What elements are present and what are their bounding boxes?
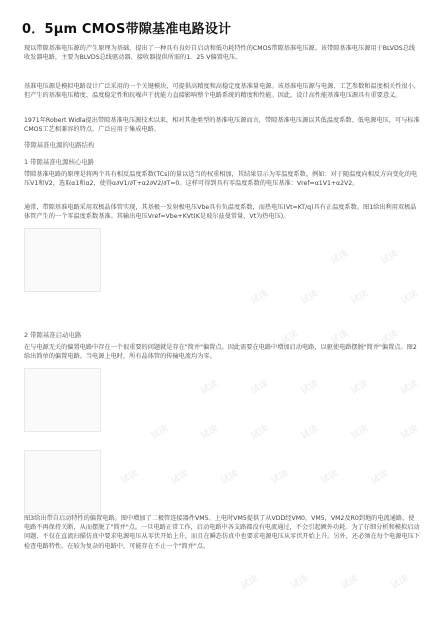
watermark-text: 试读 (379, 248, 401, 267)
watermark-text: 试读 (299, 423, 321, 442)
figure-1-placeholder (24, 228, 101, 292)
watermark-text: 试读 (279, 328, 301, 347)
paragraph-startup-circuit: 图3给出带自启动特性的偏置电路。图中增加了二极管连接器件VM5。上电时VM5提供了从VDD经VM0，VM5，VM2及R0到地的电流通路，使电路不再保持关断，从而摆脱了"简并"点。一旦电路正常工作，启动电路中各支路都没有电流通过，不会引起额外功耗。为了仔细分析和模拟启动问题，不仅在直流扫描仿真中要求电源电压从零伏开始上升，而且在瞬态仿真中也要求电源电压从零伏开始上升。另外，还必须在每个电源电压下检查电路特性。在较为复杂的电路中，可能存在不止一个"简并"点。 (24, 515, 420, 550)
watermark-text: 试读 (299, 378, 321, 397)
paragraph-bjt: 通常，带隙基准电路采用双极晶体管实现，其基极一发射极电压Vbe具有负温度系数，而热电压(Vt=KT/q)具有正温度系数。图1给出利用双极晶体管产生的一个零温度系数基准。其输出电压Vref=Vbe+KVt(K是玻尔兹曼常量，Vt为热电压)。 (24, 204, 417, 221)
paragraph-degenerate-bias: 在与电源无关的偏置电路中存在一个很重要的问题就是存在"简并"偏置点。因此需要在电路中增加启动电路，以驱使电路摆脱"简并"偏置点。图2给出简单的偏置电路。当电源上电时，所有晶体管的传输电流均为零。 (24, 344, 417, 361)
paragraph-intro: 现以带隙基准电压源的产生原理为基础，提出了一种具有良好自启动和低功耗特性的CMOS带隙基准电压源。该带隙基准电压源用于BLVDS总线收发器电路，主要为BLVDS总线驱动器、接收器提供所需的1．25 V偏置电压。 (24, 45, 416, 62)
paragraph-background: 基准电压源是模拟电路设计广泛采用的一个关键模块，可提供高精度和高稳定度基准量电源。该基准电压源与电源、工艺参数和温度相关性很小，但产生的基准电压精度、温度稳定性和抗噪声干扰能力直接影响整个电路系统的精度和性能。因此，设计高性能基准电压源具有重要意义。 (24, 83, 420, 100)
watermark-text: 试读 (249, 423, 271, 442)
watermark-text: 试读 (299, 288, 321, 307)
section-heading-startup: 2 带隙基准启动电路 (24, 331, 82, 339)
section-heading-structure: 带隙基准电源的电路结构 (24, 141, 95, 149)
section-heading-core-circuit: 1 带隙基准电源核心电路 (24, 158, 95, 166)
watermark-text: 试读 (199, 378, 221, 397)
watermark-text: 试读 (399, 378, 421, 397)
watermark-text: 试读 (329, 248, 351, 267)
watermark-text: 试读 (289, 573, 311, 592)
watermark-text: 试读 (329, 328, 351, 347)
watermark-text: 试读 (169, 468, 191, 487)
watermark-text: 试读 (269, 468, 291, 487)
watermark-text: 试读 (249, 378, 271, 397)
watermark-text: 试读 (349, 288, 371, 307)
watermark-text: 试读 (349, 378, 371, 397)
watermark-text: 试读 (399, 423, 421, 442)
watermark-text: 试读 (399, 288, 421, 307)
watermark-text: 试读 (369, 468, 391, 487)
watermark-text: 试读 (239, 573, 261, 592)
watermark-text: 试读 (149, 423, 171, 442)
figure-2-placeholder (24, 368, 101, 432)
watermark-text: 试读 (119, 468, 141, 487)
watermark-text: 试读 (379, 328, 401, 347)
watermark-text: 试读 (319, 468, 341, 487)
paragraph-principle: 带隙基准电路的原理是将两个具有相反温度系数(TCs)的量以适当的权重相加，其结果显示为零温度系数。例如：对于随温度向相反方向变化的电压V1和V2，选取α1和α2，使得α∂V1/∂T+α2∂V2/∂T=0。这样可得到具有零温度系数的电压基准：Vref=α1V1+α2V2。 (24, 171, 418, 188)
watermark-text: 试读 (389, 573, 411, 592)
watermark-text: 试读 (199, 423, 221, 442)
watermark-text: 试读 (219, 468, 241, 487)
figure-3-placeholder (24, 450, 101, 514)
watermark-text: 试读 (249, 288, 271, 307)
document-title: 0．5μm CMOS带隙基准电路设计 (22, 22, 232, 37)
paragraph-history: 1971年Robert Widla提出带隙基准电压源技术以来，相对其他类型的基准电压源而言，带隙基准电压源以其低温度系数、低电源电压，可与标准CMOS工艺相兼容的特点，广泛应用于集成电路。 (24, 117, 420, 134)
watermark-text: 试读 (349, 423, 371, 442)
watermark-text: 试读 (339, 573, 361, 592)
